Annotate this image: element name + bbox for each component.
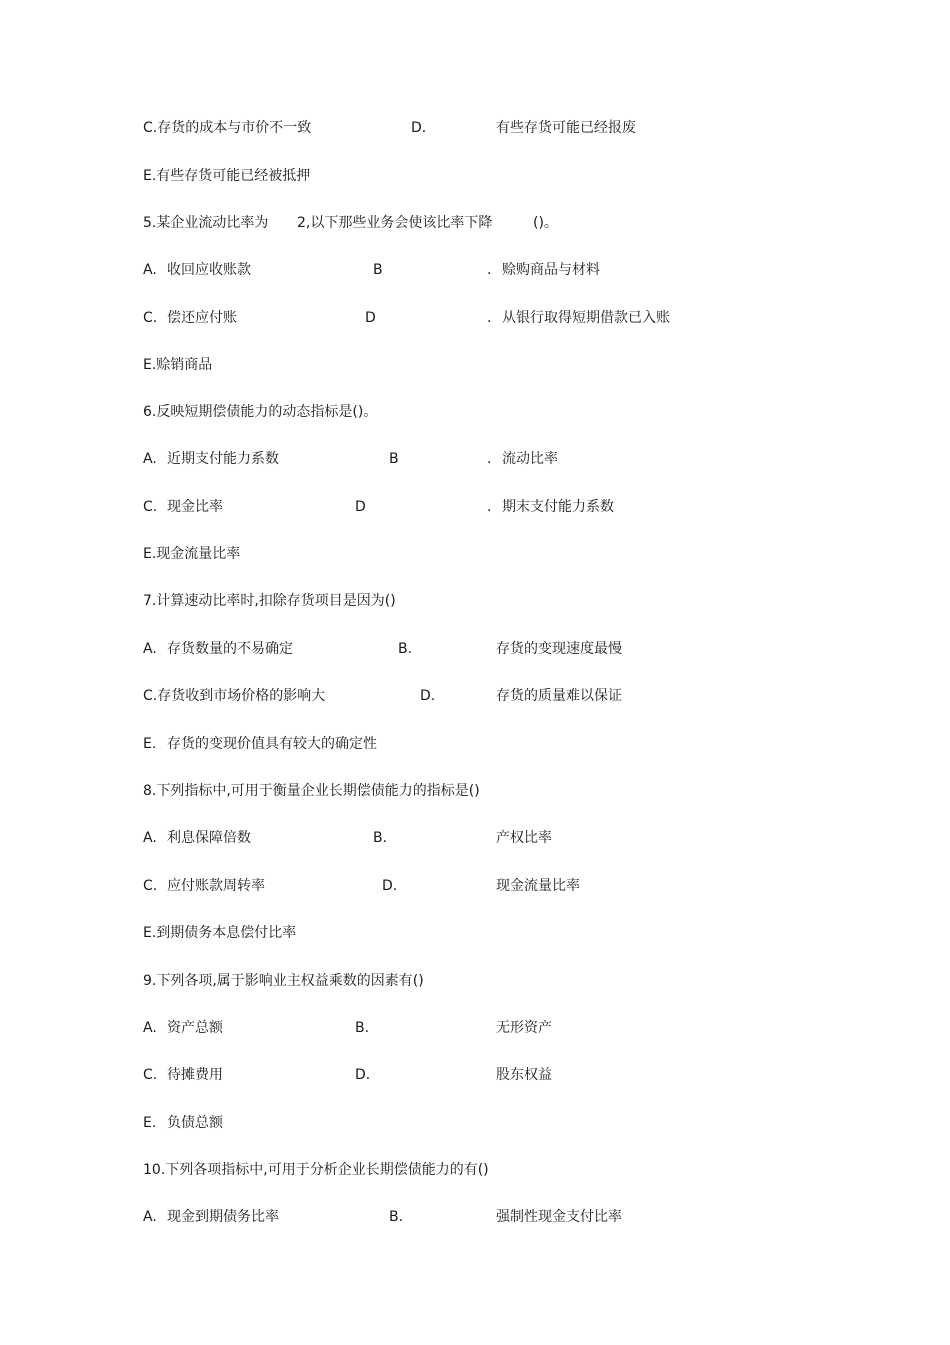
option-label: B. — [355, 1020, 370, 1036]
question-text: 2,以下那些业务会使该比率下降 — [297, 215, 493, 231]
option-text: 流动比率 — [502, 451, 558, 467]
options-line — [0, 1206, 950, 1228]
option-separator: . — [487, 499, 492, 515]
option-text: 待摊费用 — [167, 1067, 223, 1083]
option-label: B. — [389, 1209, 404, 1225]
option-text: 现金到期债务比率 — [167, 1209, 279, 1225]
option-label: B. — [398, 641, 413, 657]
option-label: A. — [143, 1020, 157, 1036]
question-text: 10.下列各项指标中,可用于分析企业长期偿债能力的有() — [143, 1162, 489, 1178]
option-text: 从银行取得短期借款已入账 — [502, 310, 670, 326]
text-line — [0, 354, 950, 376]
options-line — [0, 1017, 950, 1039]
text-line — [0, 165, 950, 187]
question-text: 8.下列指标中,可用于衡量企业长期偿债能力的指标是() — [143, 783, 480, 799]
option-text: 收回应收账款 — [167, 262, 251, 278]
option-label: D. — [420, 688, 436, 704]
option-label: B — [373, 262, 383, 278]
options-line — [0, 496, 950, 518]
text-line — [0, 543, 950, 565]
options-line — [0, 827, 950, 849]
option-label: A. — [143, 262, 157, 278]
option-text: 存货数量的不易确定 — [167, 641, 293, 657]
option-label: A. — [143, 451, 157, 467]
question-text: 9.下列各项,属于影响业主权益乘数的因素有() — [143, 973, 424, 989]
option-text: 资产总额 — [167, 1020, 223, 1036]
option-label: C. — [143, 1067, 158, 1083]
option-text: 产权比率 — [496, 830, 552, 846]
option-separator: . — [487, 451, 492, 467]
option-label: B — [389, 451, 399, 467]
question-line — [0, 212, 950, 234]
option-text: C.存货收到市场价格的影响大 — [143, 688, 326, 704]
option-text: 存货的质量难以保证 — [496, 688, 622, 704]
option-label: D. — [411, 120, 427, 136]
option-label: E. — [143, 1115, 157, 1131]
option-label: A. — [143, 1209, 157, 1225]
option-text: 赊购商品与材料 — [502, 262, 600, 278]
option-text: E.到期债务本息偿付比率 — [143, 925, 297, 941]
option-separator: . — [487, 310, 492, 326]
text-line — [0, 117, 950, 139]
options-line — [0, 1064, 950, 1086]
option-text: E.现金流量比率 — [143, 546, 241, 562]
option-text: 现金流量比率 — [496, 878, 580, 894]
options-line — [0, 307, 950, 329]
option-label: D. — [382, 878, 398, 894]
option-text: 应付账款周转率 — [167, 878, 265, 894]
option-text: 负债总额 — [167, 1115, 223, 1131]
option-text: 存货的变现价值具有较大的确定性 — [167, 736, 377, 752]
options-line — [0, 1112, 950, 1134]
options-line — [0, 875, 950, 897]
question-text: 5.某企业流动比率为 — [143, 215, 269, 231]
options-line — [0, 638, 950, 660]
option-text: 现金比率 — [167, 499, 223, 515]
options-line — [0, 259, 950, 281]
question-line — [0, 780, 950, 802]
option-label: A. — [143, 830, 157, 846]
option-label: D — [355, 499, 366, 515]
option-label: C. — [143, 499, 158, 515]
option-label: D. — [355, 1067, 371, 1083]
option-label: D — [365, 310, 376, 326]
option-text: 强制性现金支付比率 — [496, 1209, 622, 1225]
option-text: 无形资产 — [496, 1020, 552, 1036]
option-label: A. — [143, 641, 157, 657]
option-separator: . — [487, 262, 492, 278]
options-line — [0, 448, 950, 470]
question-text: ()。 — [533, 215, 558, 231]
text-line — [0, 922, 950, 944]
option-text: 存货的变现速度最慢 — [496, 641, 622, 657]
option-text: C.存货的成本与市价不一致 — [143, 120, 312, 136]
option-text: 期末支付能力系数 — [502, 499, 614, 515]
question-text: 7.计算速动比率时,扣除存货项目是因为() — [143, 593, 396, 609]
option-text: 利息保障倍数 — [167, 830, 251, 846]
question-text: 6.反映短期偿债能力的动态指标是()。 — [143, 404, 378, 420]
question-line — [0, 590, 950, 612]
option-text: 近期支付能力系数 — [167, 451, 279, 467]
option-text: E.有些存货可能已经被抵押 — [143, 168, 311, 184]
option-text: E.赊销商品 — [143, 357, 213, 373]
option-label: B. — [373, 830, 388, 846]
options-line — [0, 733, 950, 755]
question-line — [0, 1159, 950, 1181]
options-line — [0, 685, 950, 707]
option-text: 股东权益 — [496, 1067, 552, 1083]
option-label: E. — [143, 736, 157, 752]
option-label: C. — [143, 310, 158, 326]
option-text: 偿还应付账 — [167, 310, 237, 326]
option-label: C. — [143, 878, 158, 894]
question-line — [0, 401, 950, 423]
question-line — [0, 970, 950, 992]
option-text: 有些存货可能已经报废 — [496, 120, 636, 136]
